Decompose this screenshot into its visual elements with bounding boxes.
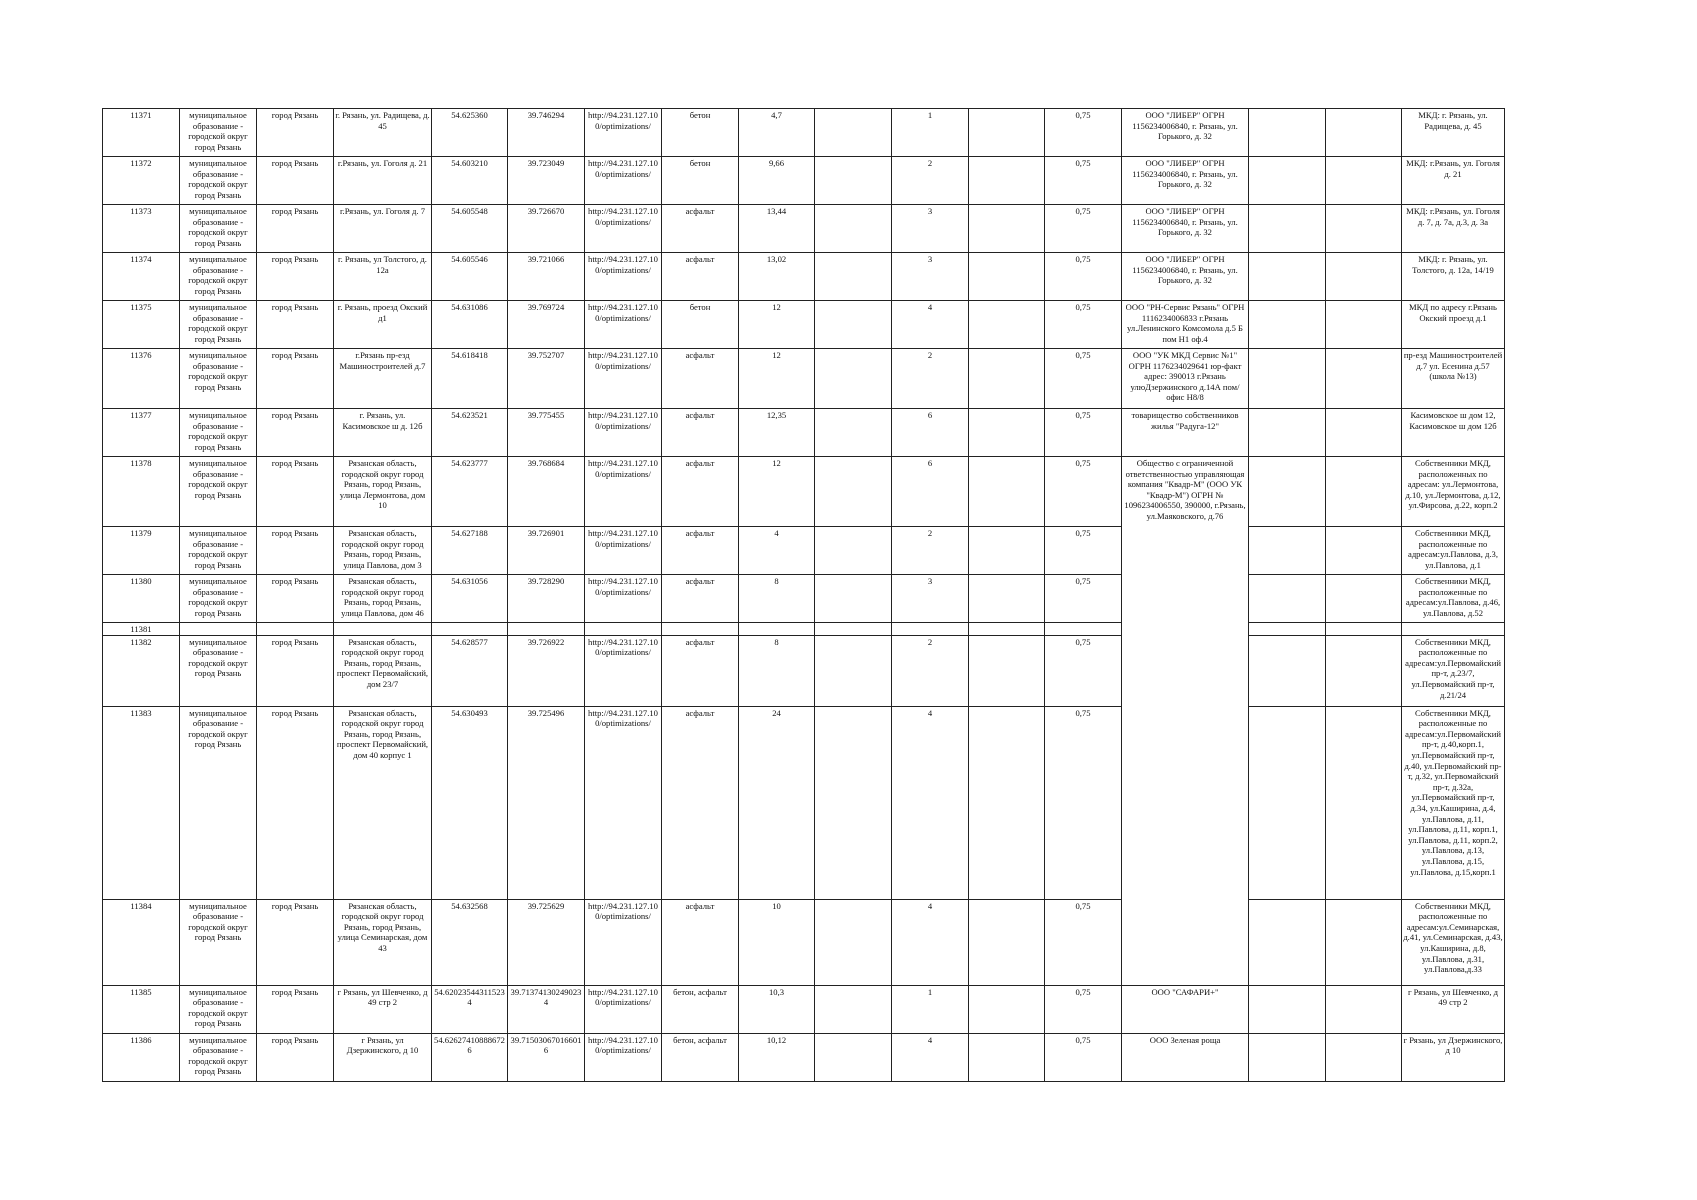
col-12-cell (969, 409, 1045, 457)
record-id-cell: 11371 (103, 109, 180, 157)
address-cell: г. Рязань, ул. Радищева, д. 45 (334, 109, 432, 157)
settlement-cell: город Рязань (257, 527, 334, 575)
municipality-cell: муниципальное образование - городской округ город Рязань (180, 349, 257, 409)
scheme-link-cell: http://94.231.127.100/optimizations/ (585, 1033, 662, 1081)
container-count-cell: 4 (892, 301, 969, 349)
record-id-cell: 11374 (103, 253, 180, 301)
settlement-cell: город Рязань (257, 409, 334, 457)
container-count-cell: 2 (892, 635, 969, 706)
settlement-cell: город Рязань (257, 205, 334, 253)
table-row (103, 109, 1505, 157)
container-volume-cell: 0,75 (1045, 349, 1122, 409)
container-volume-cell: 0,75 (1045, 301, 1122, 349)
col-16-cell (1326, 301, 1402, 349)
owner-info-cell: ООО "РН-Сервис Рязань" ОГРН 1116234006833 г.Рязань ул.Ленинского Комсомола д.5 Б пом Н1 оф.4 (1122, 301, 1249, 349)
record-id-cell: 11375 (103, 301, 180, 349)
table-row (103, 575, 1505, 623)
col-10-cell (815, 623, 892, 636)
container-volume-cell: 0,75 (1045, 899, 1122, 985)
container-volume-cell: 0,75 (1045, 706, 1122, 899)
address-cell: г Рязань, ул Дзержинского, д 10 (334, 1033, 432, 1081)
longitude-cell: 39.726901 (508, 527, 585, 575)
scheme-link-cell: http://94.231.127.100/optimizations/ (585, 409, 662, 457)
latitude-cell: 54.618418 (432, 349, 508, 409)
scheme-link-cell: http://94.231.127.100/optimizations/ (585, 457, 662, 527)
container-count-cell: 2 (892, 527, 969, 575)
address-cell: г Рязань, ул Шевченко, д 49 стр 2 (334, 985, 432, 1033)
scheme-link-cell: http://94.231.127.100/optimizations/ (585, 349, 662, 409)
municipality-cell: муниципальное образование - городской округ город Рязань (180, 109, 257, 157)
latitude-cell: 54.623521 (432, 409, 508, 457)
col-10-cell (815, 349, 892, 409)
longitude-cell: 39.721066 (508, 253, 585, 301)
settlement-cell: город Рязань (257, 301, 334, 349)
container-volume-cell: 0,75 (1045, 527, 1122, 575)
col-12-cell (969, 623, 1045, 636)
surface-type-cell: асфальт (662, 527, 739, 575)
owner-info-cell: Общество с ограниченной ответственностью управляющая компания "Квадр-М" (ООО УК "Квадр-М") ОГРН № 1096234006550, 390000, г.Рязань, ул.Маяковского, д.76 (1122, 457, 1249, 986)
container-volume-cell: 0,75 (1045, 457, 1122, 527)
table-row (103, 899, 1505, 985)
col-15-cell (1249, 157, 1326, 205)
area-cell: 24 (739, 706, 815, 899)
owner-info-cell: ООО "ЛИБЕР" ОГРН 1156234006840, г. Рязань, ул. Горького, д. 32 (1122, 157, 1249, 205)
area-cell: 10,12 (739, 1033, 815, 1081)
col-16-cell (1326, 899, 1402, 985)
container-volume-cell: 0,75 (1045, 635, 1122, 706)
container-count-cell: 2 (892, 349, 969, 409)
registry-table (102, 108, 1505, 1082)
surface-type-cell: бетон (662, 109, 739, 157)
scheme-link-cell: http://94.231.127.100/optimizations/ (585, 253, 662, 301)
served-objects-cell: Собственники МКД, расположенные по адресам:ул.Семинарская, д.41, ул.Семинарская, д.43, ул.Каширина, д.8, ул.Павлова, д.31, ул.Павлова,д.33 (1402, 899, 1505, 985)
area-cell: 12 (739, 349, 815, 409)
scheme-link-cell: http://94.231.127.100/optimizations/ (585, 109, 662, 157)
col-16-cell (1326, 706, 1402, 899)
municipality-cell: муниципальное образование - городской округ город Рязань (180, 985, 257, 1033)
record-id-cell: 11380 (103, 575, 180, 623)
settlement-cell: город Рязань (257, 157, 334, 205)
settlement-cell: город Рязань (257, 457, 334, 527)
area-cell: 8 (739, 635, 815, 706)
container-volume-cell: 0,75 (1045, 1033, 1122, 1081)
col-15-cell (1249, 1033, 1326, 1081)
container-count-cell: 3 (892, 205, 969, 253)
surface-type-cell: бетон, асфальт (662, 985, 739, 1033)
col-10-cell (815, 1033, 892, 1081)
col-15-cell (1249, 706, 1326, 899)
scheme-link-cell: http://94.231.127.100/optimizations/ (585, 205, 662, 253)
container-volume-cell: 0,75 (1045, 109, 1122, 157)
scheme-link-cell: http://94.231.127.100/optimizations/ (585, 635, 662, 706)
served-objects-cell: Касимовское ш дом 12, Касимовское ш дом 12б (1402, 409, 1505, 457)
surface-type-cell: асфальт (662, 706, 739, 899)
col-16-cell (1326, 1033, 1402, 1081)
table-row (103, 205, 1505, 253)
table-row (103, 157, 1505, 205)
col-10-cell (815, 109, 892, 157)
col-10-cell (815, 457, 892, 527)
longitude-cell: 39.768684 (508, 457, 585, 527)
col-15-cell (1249, 635, 1326, 706)
table-row (103, 409, 1505, 457)
longitude-cell: 39.723049 (508, 157, 585, 205)
municipality-cell: муниципальное образование - городской округ город Рязань (180, 457, 257, 527)
col-10-cell (815, 409, 892, 457)
table-row (103, 985, 1505, 1033)
municipality-cell: муниципальное образование - городской округ город Рязань (180, 575, 257, 623)
col-15-cell (1249, 301, 1326, 349)
surface-type-cell: асфальт (662, 253, 739, 301)
table-row (103, 635, 1505, 706)
col-10-cell (815, 706, 892, 899)
container-volume-cell: 0,75 (1045, 985, 1122, 1033)
longitude-cell: 39.713741302490234 (508, 985, 585, 1033)
scheme-link-cell: http://94.231.127.100/optimizations/ (585, 157, 662, 205)
container-volume-cell: 0,75 (1045, 575, 1122, 623)
municipality-cell: муниципальное образование - городской округ город Рязань (180, 635, 257, 706)
settlement-cell: город Рязань (257, 1033, 334, 1081)
col-12-cell (969, 301, 1045, 349)
surface-type-cell: бетон (662, 301, 739, 349)
col-15-cell (1249, 575, 1326, 623)
address-cell: г. Рязань, ул Толстого, д. 12а (334, 253, 432, 301)
settlement-cell: город Рязань (257, 635, 334, 706)
table-row (103, 301, 1505, 349)
address-cell (334, 623, 432, 636)
col-15-cell (1249, 457, 1326, 527)
served-objects-cell: МКД: г. Рязань, ул. Радищева, д. 45 (1402, 109, 1505, 157)
longitude-cell: 39.726670 (508, 205, 585, 253)
longitude-cell: 39.769724 (508, 301, 585, 349)
col-12-cell (969, 205, 1045, 253)
scheme-link-cell: http://94.231.127.100/optimizations/ (585, 985, 662, 1033)
municipality-cell: муниципальное образование - городской округ город Рязань (180, 527, 257, 575)
col-12-cell (969, 706, 1045, 899)
longitude-cell: 39.725629 (508, 899, 585, 985)
latitude-cell: 54.605546 (432, 253, 508, 301)
longitude-cell: 39.715030670166016 (508, 1033, 585, 1081)
address-cell: Рязанская область, городской округ город Рязань, город Рязань, улица Павлова, дом 46 (334, 575, 432, 623)
owner-info-cell: ООО "УК МКД Сервис №1" ОГРН 1176234029641 юр-факт адрес: 390013 г.Рязань улюДзержинского д.14А пом/офис Н8/8 (1122, 349, 1249, 409)
area-cell: 10 (739, 899, 815, 985)
container-count-cell: 4 (892, 899, 969, 985)
served-objects-cell: Собственники МКД, расположенные по адресам:ул.Первомайский пр-т, д.40,корп.1, ул.Первомайский пр-т, д.40, ул.Первомайский пр-т, д.32, ул.Первомайский пр-т, д.32а, ул.Первомайский пр-т, д.34, ул.Каширина, д.4, ул.Павлова, д.11, ул.Павлова, д.11, корп.1, ул.Павлова, д.11, корп.2, ул.Павлова, д.13, ул.Павлова, д.15, ул.Павлова, д.15,корп.1 (1402, 706, 1505, 899)
area-cell: 9,66 (739, 157, 815, 205)
col-12-cell (969, 349, 1045, 409)
served-objects-cell: Собственники МКД, расположенные по адресам:ул.Первомайский пр-т, д.23/7, ул.Первомайский пр-т, д.21/24 (1402, 635, 1505, 706)
latitude-cell (432, 623, 508, 636)
col-12-cell (969, 635, 1045, 706)
settlement-cell: город Рязань (257, 109, 334, 157)
served-objects-cell: г Рязань, ул Шевченко, д 49 стр 2 (1402, 985, 1505, 1033)
container-count-cell: 1 (892, 109, 969, 157)
address-cell: Рязанская область, городской округ город Рязань, город Рязань, проспект Первомайский, дом 23/7 (334, 635, 432, 706)
longitude-cell: 39.752707 (508, 349, 585, 409)
container-count-cell: 1 (892, 985, 969, 1033)
col-12-cell (969, 157, 1045, 205)
col-16-cell (1326, 457, 1402, 527)
settlement-cell: город Рязань (257, 899, 334, 985)
served-objects-cell: Собственники МКД, расположенные по адресам:ул.Павлова, д.46, ул.Павлова, д.52 (1402, 575, 1505, 623)
container-volume-cell: 0,75 (1045, 409, 1122, 457)
municipality-cell: муниципальное образование - городской округ город Рязань (180, 157, 257, 205)
col-16-cell (1326, 575, 1402, 623)
settlement-cell: город Рязань (257, 575, 334, 623)
col-15-cell (1249, 527, 1326, 575)
col-15-cell (1249, 109, 1326, 157)
municipality-cell (180, 623, 257, 636)
record-id-cell: 11384 (103, 899, 180, 985)
container-count-cell: 6 (892, 457, 969, 527)
longitude-cell: 39.775455 (508, 409, 585, 457)
record-id-cell: 11372 (103, 157, 180, 205)
area-cell: 4,7 (739, 109, 815, 157)
table-row (103, 706, 1505, 899)
surface-type-cell: асфальт (662, 349, 739, 409)
record-id-cell: 11378 (103, 457, 180, 527)
area-cell: 13,02 (739, 253, 815, 301)
served-objects-cell: г Рязань, ул Дзержинского, д 10 (1402, 1033, 1505, 1081)
latitude-cell: 54.630493 (432, 706, 508, 899)
col-10-cell (815, 635, 892, 706)
col-15-cell (1249, 623, 1326, 636)
col-15-cell (1249, 205, 1326, 253)
longitude-cell: 39.725496 (508, 706, 585, 899)
latitude-cell: 54.605548 (432, 205, 508, 253)
served-objects-cell: Собственники МКД, расположенных по адресам: ул.Лермонтова, д.10, ул.Лермонтова, д.12, ул.Фирсова, д.22, корп.2 (1402, 457, 1505, 527)
longitude-cell: 39.726922 (508, 635, 585, 706)
municipality-cell: муниципальное образование - городской округ город Рязань (180, 706, 257, 899)
col-15-cell (1249, 349, 1326, 409)
longitude-cell: 39.728290 (508, 575, 585, 623)
area-cell: 12 (739, 301, 815, 349)
longitude-cell (508, 623, 585, 636)
address-cell: Рязанская область, городской округ город Рязань, город Рязань, улица Павлова, дом 3 (334, 527, 432, 575)
latitude-cell: 54.631086 (432, 301, 508, 349)
address-cell: Рязанская область, городской округ город Рязань, город Рязань, улица Лермонтова, дом 10 (334, 457, 432, 527)
col-16-cell (1326, 349, 1402, 409)
latitude-cell: 54.627188 (432, 527, 508, 575)
served-objects-cell: Собственники МКД, расположенные по адресам:ул.Павлова, д.3, ул.Павлова, д.1 (1402, 527, 1505, 575)
col-16-cell (1326, 623, 1402, 636)
surface-type-cell: бетон (662, 157, 739, 205)
address-cell: г.Рязань, ул. Гоголя д. 21 (334, 157, 432, 205)
record-id-cell: 11383 (103, 706, 180, 899)
settlement-cell: город Рязань (257, 349, 334, 409)
col-12-cell (969, 457, 1045, 527)
col-16-cell (1326, 157, 1402, 205)
area-cell: 12 (739, 457, 815, 527)
col-10-cell (815, 205, 892, 253)
container-volume-cell (1045, 623, 1122, 636)
col-12-cell (969, 253, 1045, 301)
served-objects-cell: МКД: г.Рязань, ул. Гоголя д. 21 (1402, 157, 1505, 205)
container-count-cell: 4 (892, 706, 969, 899)
record-id-cell: 11385 (103, 985, 180, 1033)
scheme-link-cell (585, 623, 662, 636)
col-10-cell (815, 157, 892, 205)
owner-info-cell: ООО "ЛИБЕР" ОГРН 1156234006840, г. Рязань, ул. Горького, д. 32 (1122, 109, 1249, 157)
area-cell (739, 623, 815, 636)
col-16-cell (1326, 205, 1402, 253)
col-15-cell (1249, 899, 1326, 985)
scheme-link-cell: http://94.231.127.100/optimizations/ (585, 527, 662, 575)
col-16-cell (1326, 109, 1402, 157)
latitude-cell: 54.603210 (432, 157, 508, 205)
container-volume-cell: 0,75 (1045, 205, 1122, 253)
latitude-cell: 54.632568 (432, 899, 508, 985)
settlement-cell (257, 623, 334, 636)
latitude-cell: 54.623777 (432, 457, 508, 527)
record-id-cell: 11379 (103, 527, 180, 575)
municipality-cell: муниципальное образование - городской округ город Рязань (180, 899, 257, 985)
container-count-cell: 4 (892, 1033, 969, 1081)
col-15-cell (1249, 409, 1326, 457)
latitude-cell: 54.626274108886726 (432, 1033, 508, 1081)
municipality-cell: муниципальное образование - городской округ город Рязань (180, 1033, 257, 1081)
record-id-cell: 11382 (103, 635, 180, 706)
longitude-cell: 39.746294 (508, 109, 585, 157)
col-10-cell (815, 899, 892, 985)
col-16-cell (1326, 985, 1402, 1033)
surface-type-cell: бетон, асфальт (662, 1033, 739, 1081)
served-objects-cell (1402, 623, 1505, 636)
served-objects-cell: МКД: г. Рязань, ул. Толстого, д. 12а, 14/19 (1402, 253, 1505, 301)
owner-info-cell: ООО Зеленая роща (1122, 1033, 1249, 1081)
col-10-cell (815, 253, 892, 301)
col-12-cell (969, 575, 1045, 623)
municipality-cell: муниципальное образование - городской округ город Рязань (180, 253, 257, 301)
col-10-cell (815, 527, 892, 575)
owner-info-cell: товарищество собственников жилья "Радуга-12" (1122, 409, 1249, 457)
scheme-link-cell: http://94.231.127.100/optimizations/ (585, 575, 662, 623)
table-row (103, 457, 1505, 527)
scheme-link-cell: http://94.231.127.100/optimizations/ (585, 899, 662, 985)
latitude-cell: 54.625360 (432, 109, 508, 157)
col-16-cell (1326, 527, 1402, 575)
owner-info-cell: ООО "ЛИБЕР" ОГРН 1156234006840, г. Рязань, ул. Горького, д. 32 (1122, 253, 1249, 301)
record-id-cell: 11386 (103, 1033, 180, 1081)
col-15-cell (1249, 985, 1326, 1033)
col-16-cell (1326, 635, 1402, 706)
latitude-cell: 54.628577 (432, 635, 508, 706)
container-count-cell: 3 (892, 253, 969, 301)
container-volume-cell: 0,75 (1045, 253, 1122, 301)
area-cell: 8 (739, 575, 815, 623)
col-16-cell (1326, 253, 1402, 301)
col-10-cell (815, 575, 892, 623)
col-10-cell (815, 985, 892, 1033)
col-12-cell (969, 1033, 1045, 1081)
record-id-cell: 11381 (103, 623, 180, 636)
area-cell: 10,3 (739, 985, 815, 1033)
served-objects-cell: пр-езд Машиностроителей д.7 ул. Есенина д.57 (школа №13) (1402, 349, 1505, 409)
surface-type-cell: асфальт (662, 457, 739, 527)
address-cell: Рязанская область, городской округ город Рязань, город Рязань, улица Семинарская, дом 43 (334, 899, 432, 985)
surface-type-cell: асфальт (662, 635, 739, 706)
settlement-cell: город Рязань (257, 706, 334, 899)
area-cell: 12,35 (739, 409, 815, 457)
col-12-cell (969, 109, 1045, 157)
latitude-cell: 54.631056 (432, 575, 508, 623)
table-row (103, 623, 1505, 636)
table-row (103, 527, 1505, 575)
container-count-cell: 2 (892, 157, 969, 205)
area-cell: 4 (739, 527, 815, 575)
col-10-cell (815, 301, 892, 349)
col-16-cell (1326, 409, 1402, 457)
address-cell: г. Рязань, ул. Касимовское ш д. 12б (334, 409, 432, 457)
surface-type-cell: асфальт (662, 899, 739, 985)
area-cell: 13,44 (739, 205, 815, 253)
col-12-cell (969, 899, 1045, 985)
record-id-cell: 11377 (103, 409, 180, 457)
municipality-cell: муниципальное образование - городской округ город Рязань (180, 301, 257, 349)
served-objects-cell: МКД по адресу г.Рязань Окский проезд д.1 (1402, 301, 1505, 349)
container-volume-cell: 0,75 (1045, 157, 1122, 205)
surface-type-cell (662, 623, 739, 636)
container-count-cell (892, 623, 969, 636)
container-count-cell: 3 (892, 575, 969, 623)
col-15-cell (1249, 253, 1326, 301)
col-12-cell (969, 985, 1045, 1033)
owner-info-cell: ООО "ЛИБЕР" ОГРН 1156234006840, г. Рязань, ул. Горького, д. 32 (1122, 205, 1249, 253)
municipality-cell: муниципальное образование - городской округ город Рязань (180, 409, 257, 457)
address-cell: г. Рязань, проезд Окский д1 (334, 301, 432, 349)
container-count-cell: 6 (892, 409, 969, 457)
surface-type-cell: асфальт (662, 409, 739, 457)
table-row (103, 1033, 1505, 1081)
record-id-cell: 11373 (103, 205, 180, 253)
owner-info-cell: ООО "САФАРИ+" (1122, 985, 1249, 1033)
address-cell: г.Рязань пр-езд Машиностроителей д.7 (334, 349, 432, 409)
col-12-cell (969, 527, 1045, 575)
address-cell: г.Рязань, ул. Гоголя д. 7 (334, 205, 432, 253)
settlement-cell: город Рязань (257, 253, 334, 301)
record-id-cell: 11376 (103, 349, 180, 409)
surface-type-cell: асфальт (662, 575, 739, 623)
address-cell: Рязанская область, городской округ город Рязань, город Рязань, проспект Первомайский, дом 40 корпус 1 (334, 706, 432, 899)
municipality-cell: муниципальное образование - городской округ город Рязань (180, 205, 257, 253)
latitude-cell: 54.620235443115234 (432, 985, 508, 1033)
scheme-link-cell: http://94.231.127.100/optimizations/ (585, 301, 662, 349)
settlement-cell: город Рязань (257, 985, 334, 1033)
scheme-link-cell: http://94.231.127.100/optimizations/ (585, 706, 662, 899)
table-row (103, 253, 1505, 301)
surface-type-cell: асфальт (662, 205, 739, 253)
table-row (103, 349, 1505, 409)
served-objects-cell: МКД: г.Рязань, ул. Гоголя д. 7, д. 7а, д.3, д. 3а (1402, 205, 1505, 253)
